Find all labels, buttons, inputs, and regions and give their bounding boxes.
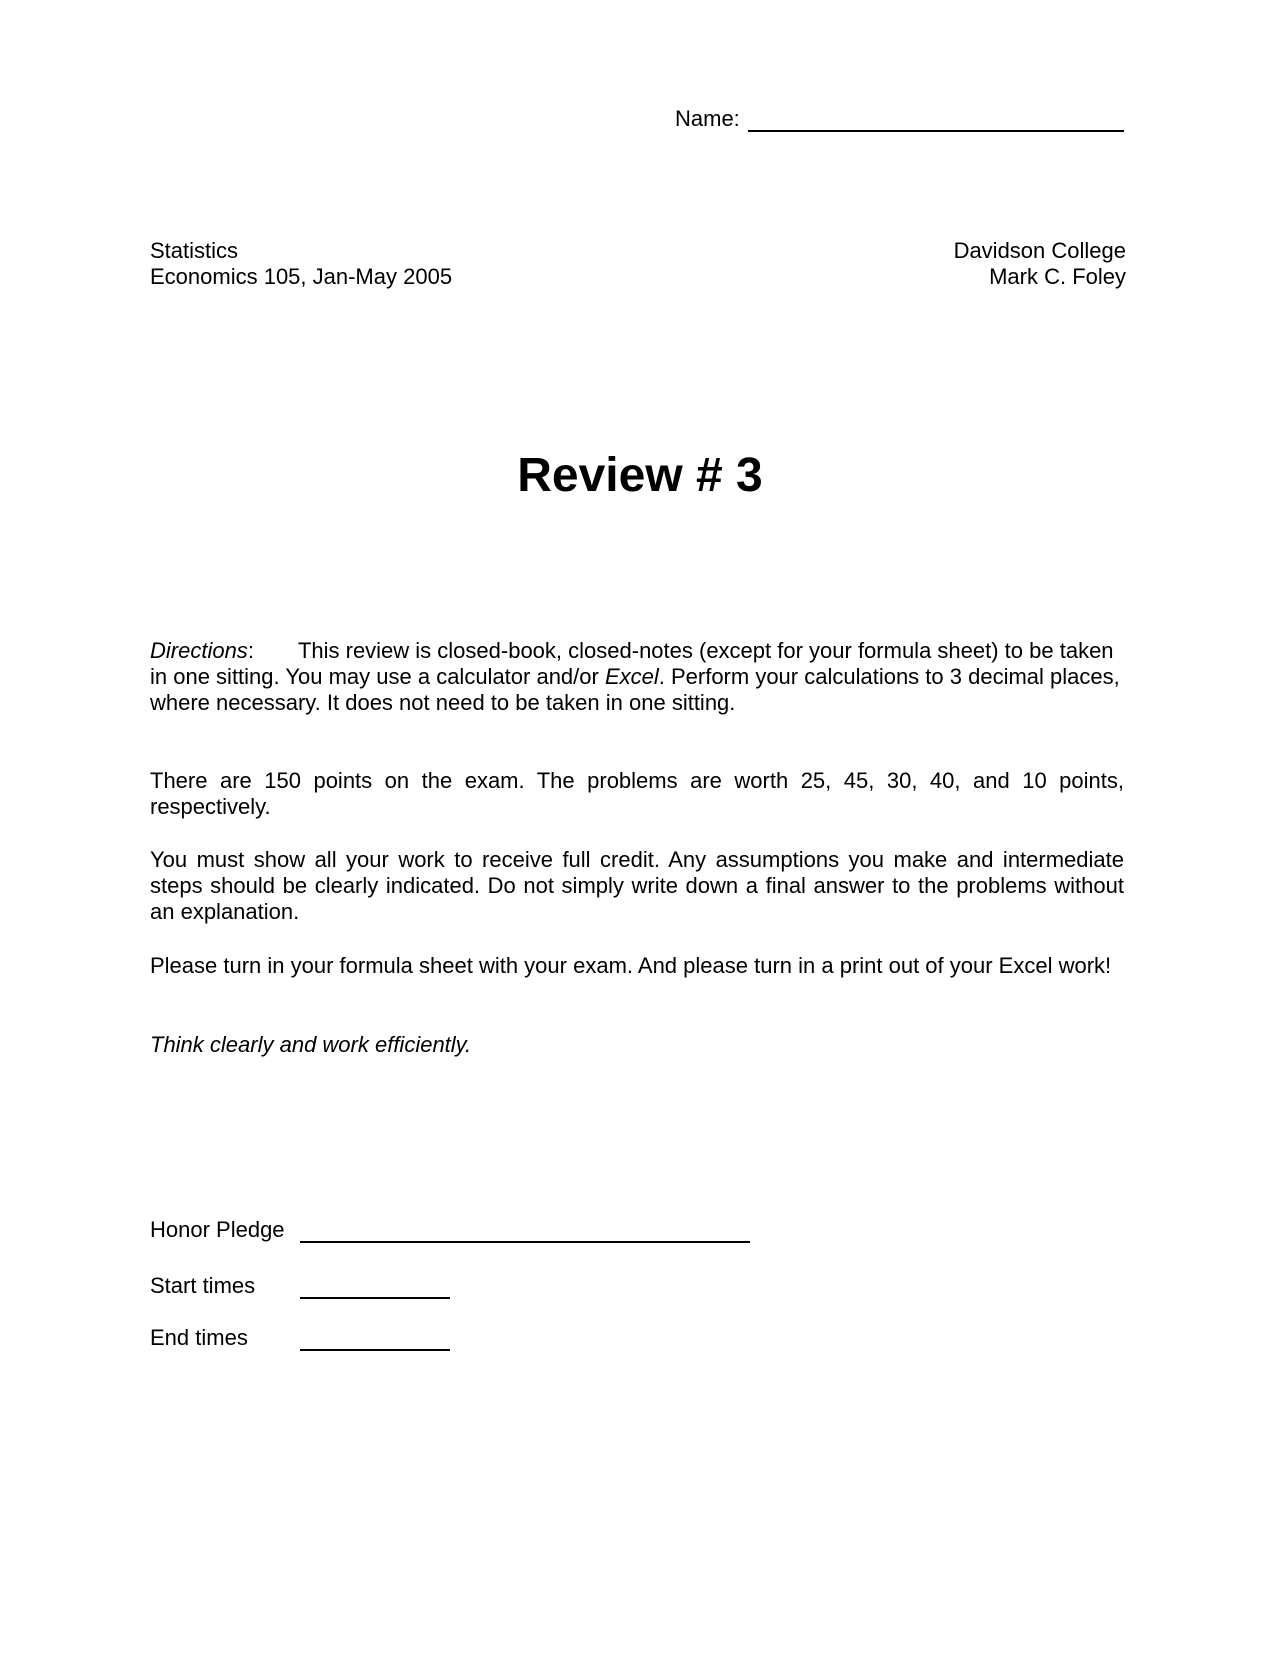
end-times-label: End times (150, 1325, 248, 1350)
end-times-row (150, 1325, 450, 1351)
course-subject: Statistics (150, 238, 239, 263)
name-blank-line (748, 108, 1124, 132)
honor-pledge-label: Honor Pledge (150, 1217, 285, 1242)
institution-name: Davidson College (953, 238, 1126, 263)
start-times-label: Start times (150, 1273, 256, 1298)
honor-pledge-row (150, 1217, 750, 1243)
institution-header (954, 238, 1126, 290)
end-times-blank-line (300, 1329, 450, 1351)
start-times-row (150, 1273, 450, 1299)
instructor-name: Mark C. Foley (989, 264, 1126, 289)
course-info: Economics 105, Jan-May 2005 (150, 264, 453, 289)
directions-text-part2: . Perform your calculations to 3 decimal places, where necessary. It does not need to be taken in one sitting. (150, 664, 1120, 715)
course-header (150, 238, 452, 290)
directions-paragraph (150, 638, 1124, 716)
start-times-blank-line (300, 1277, 450, 1299)
closing-line: Think clearly and work efficiently. (150, 1032, 472, 1057)
show-work-paragraph: You must show all your work to receive full credit. Any assumptions you make and intermediate steps should be clearly indicated. Do not simply write down a final answer to the problems without an explanation. (150, 847, 1124, 924)
turn-in-paragraph: Please turn in your formula sheet with your exam. And please turn in a print out of your Excel work! (150, 953, 1112, 978)
directions-excel-word: Excel (604, 664, 659, 689)
name-field-row (675, 106, 1124, 132)
points-paragraph: There are 150 points on the exam. The problems are worth 25, 45, 30, 40, and 10 points, respectively. (150, 768, 1124, 819)
directions-label: Directions (150, 638, 248, 663)
directions-text-part1: This review is closed-book, closed-notes (except for your formula sheet) to be taken in one sitting. You may use a calculator and/or (150, 638, 1114, 689)
page-title: Review # 3 (517, 449, 763, 502)
honor-pledge-blank-line (300, 1221, 750, 1243)
directions-colon: : (247, 638, 254, 663)
name-label: Name: (675, 106, 740, 131)
